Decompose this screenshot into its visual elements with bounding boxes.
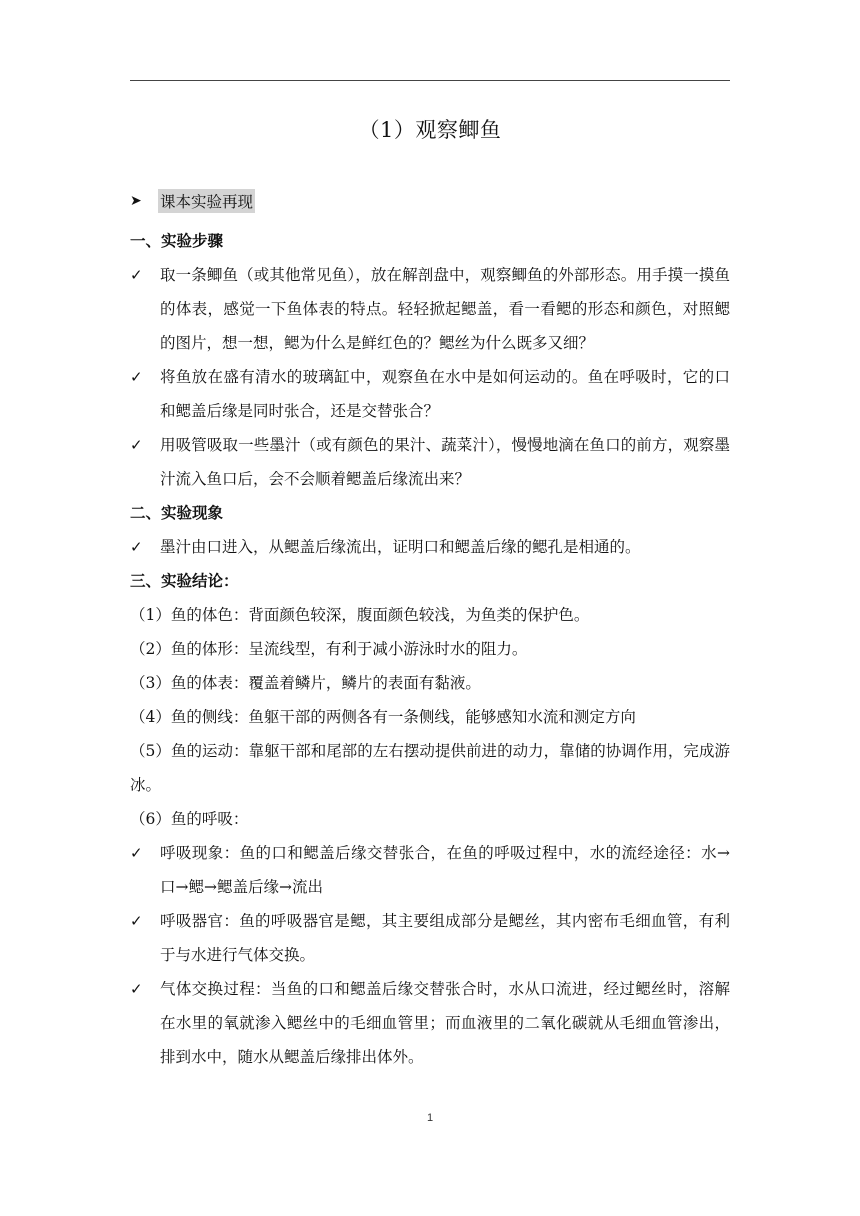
step-item [130, 360, 730, 428]
conclusion-line: （1）鱼的体色：背面颜色较深，腹面颜色较浅，为鱼类的保护色。 [130, 606, 590, 624]
breathing-text: 呼吸现象：鱼的口和鳃盖后缘交替张合，在鱼的呼吸过程中，水的流经途径：水→口→鳃→鳃盖后缘→流出 [160, 844, 730, 896]
conclusion-line: （2）鱼的体形：呈流线型，有利于减小游泳时水的阻力。 [130, 640, 528, 658]
document-body [130, 186, 730, 1074]
check-icon: ✓ [130, 266, 143, 284]
conclusion-line: （5）鱼的运动：靠躯干部和尾部的左右摆动提供前进的动力，靠储的协调作用，完成游冰。 [130, 742, 730, 794]
conclusion-line: （3）鱼的体表：覆盖着鳞片，鳞片的表面有黏液。 [130, 674, 481, 692]
phenomenon-text: 墨汁由口进入，从鳃盖后缘流出，证明口和鳃盖后缘的鳃孔是相通的。 [160, 538, 641, 556]
check-icon: ✓ [130, 844, 143, 862]
conclusion-heading: 三、实验结论： [130, 572, 239, 590]
section-tag-line [130, 186, 730, 216]
check-icon: ✓ [130, 538, 143, 556]
breathing-item [130, 904, 730, 972]
header-rule [130, 80, 730, 81]
breathing-text: 气体交换过程：当鱼的口和鳃盖后缘交替张合时，水从口流进，经过鳃丝时，溶解在水里的氧就渗入鳃丝中的毛细血管里；而血液里的二氧化碳就从毛细血管渗出，排到水中，随水从鳃盖后缘排出体外。 [160, 980, 730, 1066]
check-icon: ✓ [130, 980, 143, 998]
step-text: 用吸管吸取一些墨汁（或有颜色的果汁、蔬菜汁），慢慢地滴在鱼口的前方，观察墨汁流入鱼口后，会不会顺着鳃盖后缘流出来？ [160, 436, 730, 488]
step-item [130, 258, 730, 360]
step-text: 将鱼放在盛有清水的玻璃缸中，观察鱼在水中是如何运动的。鱼在呼吸时，它的口和鳃盖后缘是同时张合，还是交替张合？ [160, 368, 730, 420]
check-icon: ✓ [130, 368, 143, 386]
page-title: （1）观察鲫鱼 [358, 118, 502, 142]
steps-heading: 一、实验步骤 [130, 232, 224, 250]
step-item [130, 428, 730, 496]
breathing-item [130, 836, 730, 904]
check-icon: ✓ [130, 436, 143, 454]
phenomenon-item [130, 530, 730, 564]
section-tag: 课本实验再现 [158, 189, 255, 213]
check-icon: ✓ [130, 912, 143, 930]
conclusion-line: （4）鱼的侧线：鱼躯干部的两侧各有一条侧线，能够感知水流和测定方向 [130, 708, 636, 726]
breathing-text: 呼吸器官：鱼的呼吸器官是鳃，其主要组成部分是鳃丝，其内密布毛细血管，有利于与水进行气体交换。 [160, 912, 730, 964]
phenomenon-heading: 二、实验现象 [130, 504, 224, 522]
breathing-item [130, 972, 730, 1074]
step-text: 取一条鲫鱼（或其他常见鱼），放在解剖盘中，观察鲫鱼的外部形态。用手摸一摸鱼的体表，感觉一下鱼体表的特点。轻轻掀起鳃盖，看一看鳃的形态和颜色，对照鳃的图片，想一想，鳃为什么是鲜红色的？鳃丝为什么既多又细？ [160, 266, 730, 352]
page-number: 1 [426, 1112, 434, 1124]
arrow-bullet-icon: ➤ [130, 193, 142, 209]
conclusion-line: （6）鱼的呼吸： [130, 810, 249, 828]
